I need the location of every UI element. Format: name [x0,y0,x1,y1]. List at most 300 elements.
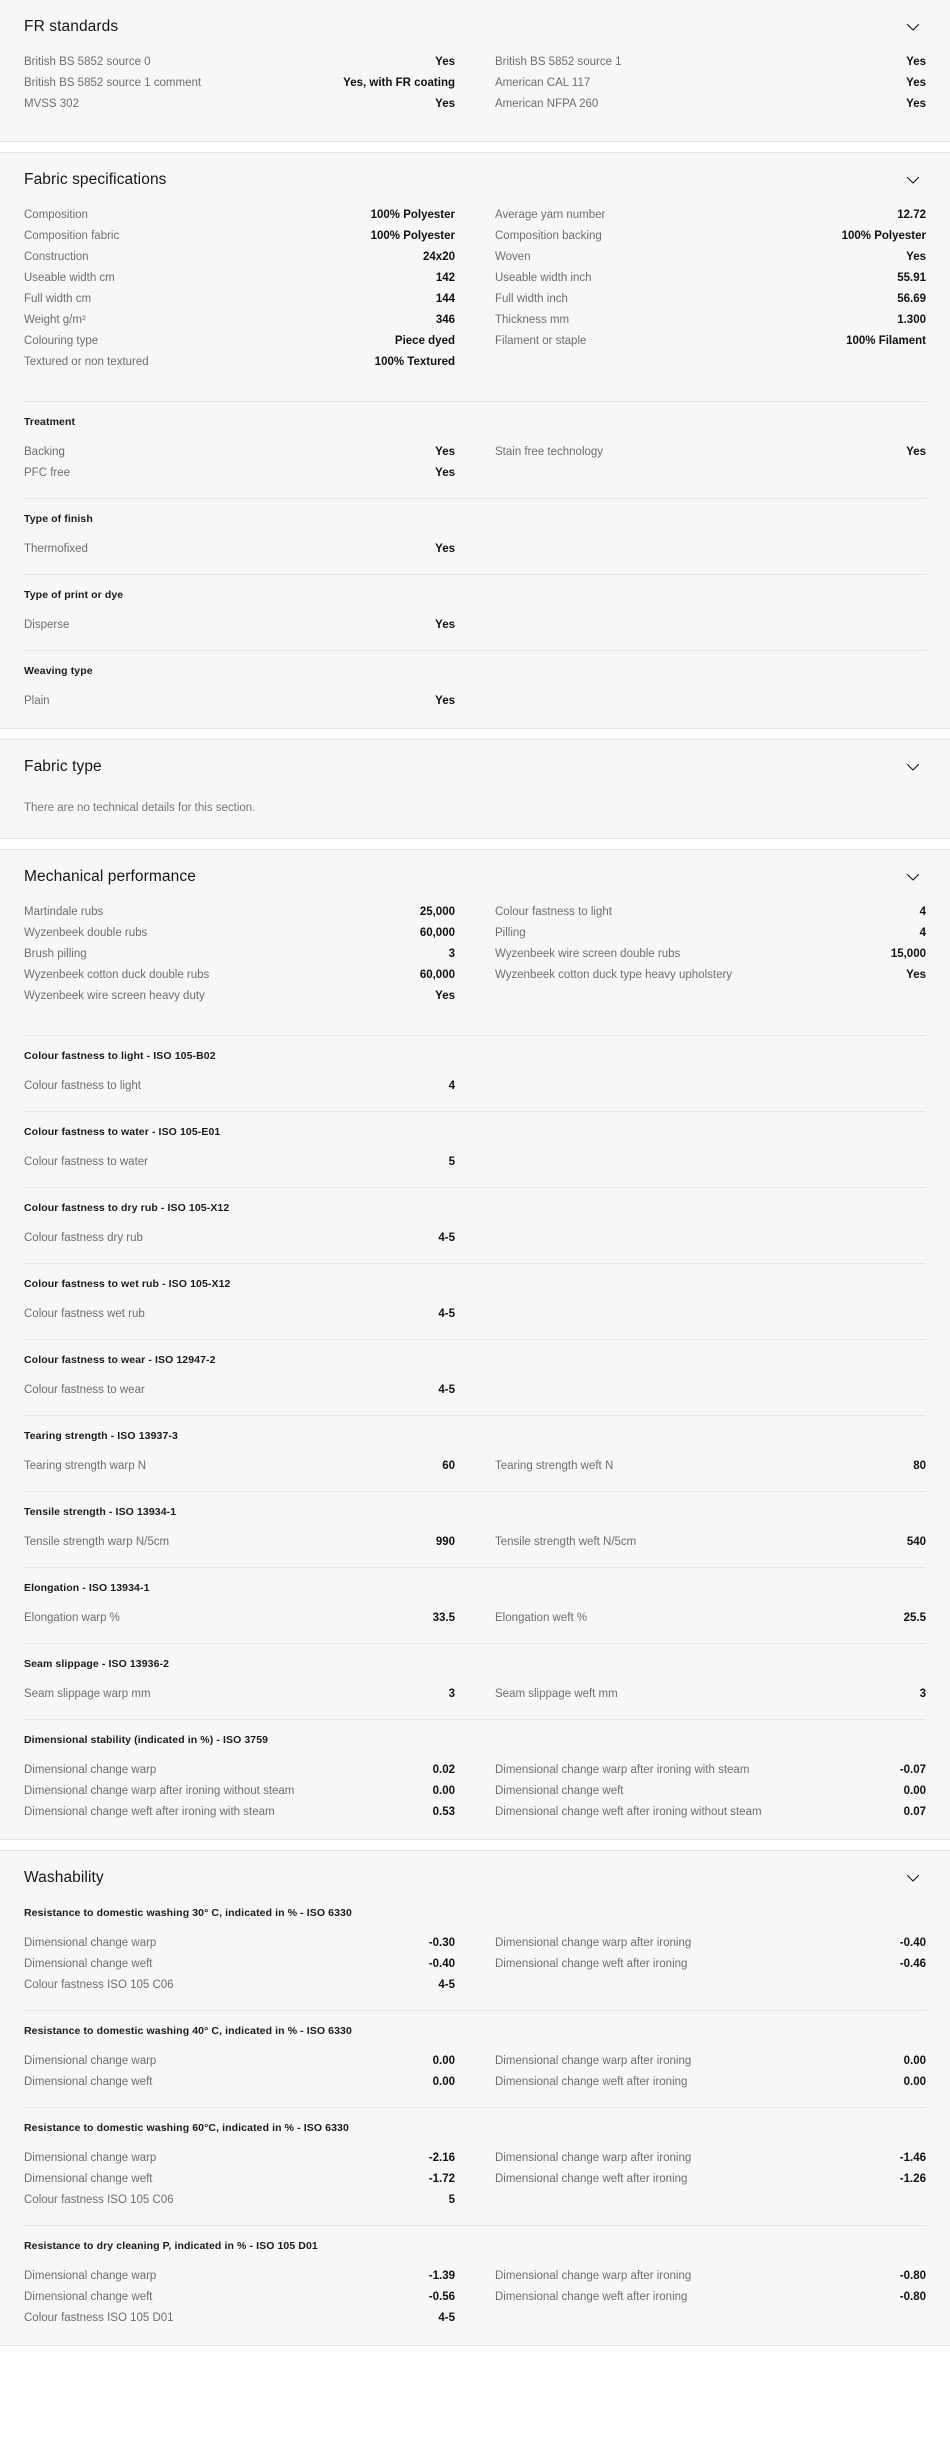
spec-subsection [24,2107,926,2211]
spec-column-left [24,205,455,373]
spec-column-left [24,691,455,712]
section-fabric-specifications [0,152,950,729]
spec-value: -0.56 [428,2291,455,2303]
spec-value: 80 [913,1460,926,1472]
spec-subsection [24,574,926,636]
spec-label: British BS 5852 source 1 [495,56,622,68]
spec-value: 0.00 [903,2076,926,2088]
spec-label: Filament or staple [495,335,587,347]
spec-grid [24,52,926,115]
spec-subsection-title: Tearing strength - ISO 13937-3 [24,1430,178,1442]
spec-label: Seam slippage weft mm [495,1688,618,1700]
spec-column-left [24,442,455,484]
spec-value: 0.00 [903,1785,926,1797]
spec-subsection-title: Treatment [24,416,76,428]
spec-column-left [24,1760,455,1823]
spec-row [495,944,926,965]
spec-column-right [495,1532,926,1553]
spec-label: Tensile strength warp N/5cm [24,1536,170,1548]
spec-value: 3 [919,1688,926,1700]
spec-value: 25,000 [419,906,455,918]
spec-row [24,1954,455,1975]
chevron-down-icon[interactable] [904,1869,922,1887]
spec-value: 0.00 [903,2055,926,2067]
spec-label: Useable width inch [495,272,592,284]
spec-row [24,965,455,986]
spec-row [495,902,926,923]
spec-grid [24,1608,926,1629]
chevron-down-icon[interactable] [904,171,922,189]
section-main-grid [24,205,926,387]
spec-row [24,463,455,484]
section-header-mechanical-performance[interactable] [0,850,950,902]
spec-value: -1.46 [899,2152,926,2164]
spec-subsection-title: Colour fastness to light - ISO 105-B02 [24,1050,216,1062]
section-title: Fabric specifications [24,171,167,188]
spec-label: Colour fastness to water [24,1156,149,1168]
spec-row [24,1152,455,1173]
spec-subsection-rows [24,1152,926,1173]
chevron-down-icon[interactable] [904,868,922,886]
spec-row [495,2051,926,2072]
spec-subsection-rows [24,691,926,712]
spec-label: Dimensional change weft after ironing [495,2173,688,2185]
spec-label: Colour fastness ISO 105 C06 [24,2194,174,2206]
spec-grid [24,539,926,560]
spec-row [24,1975,455,1996]
spec-value: 5 [448,2194,455,2206]
spec-value: 0.00 [432,2076,455,2088]
spec-row [24,1933,455,1954]
spec-row [24,1076,455,1097]
spec-row [24,1304,455,1325]
spec-subsection-rows [24,1380,926,1401]
spec-row [495,1684,926,1705]
spec-label: American CAL 117 [495,77,591,89]
chevron-down-icon[interactable] [904,758,922,776]
spec-row [24,615,455,636]
spec-subsection-title: Resistance to domestic washing 40° C, indicated in % - ISO 6330 [24,2025,352,2037]
spec-value: Yes [435,56,455,68]
spec-grid [24,1456,926,1477]
spec-value: 5 [448,1156,455,1168]
spec-row [495,2072,926,2093]
spec-value: 346 [435,314,455,326]
spec-value: -0.46 [899,1958,926,1970]
spec-label: Dimensional change warp after ironing [495,2270,692,2282]
spec-row [495,923,926,944]
section-fabric-type [0,739,950,839]
spec-row [495,52,926,73]
section-body-mechanical-performance [0,902,950,1839]
spec-column-right [495,1076,926,1097]
spec-value: -1.39 [428,2270,455,2282]
spec-grid [24,2148,926,2211]
spec-column-left [24,1933,455,1996]
spec-value: 0.07 [903,1806,926,1818]
spec-label: Textured or non textured [24,356,149,368]
spec-label: Useable width cm [24,272,115,284]
section-washability [0,1850,950,2346]
spec-value: 4-5 [438,1308,455,1320]
spec-label: American NFPA 260 [495,98,599,110]
spec-label: British BS 5852 source 1 comment [24,77,202,89]
spec-subsection [24,1339,926,1401]
spec-subsection-rows [24,2051,926,2093]
spec-grid [24,2266,926,2329]
spec-column-right [495,442,926,484]
spec-label: Weight g/m² [24,314,86,326]
spec-row [24,1380,455,1401]
spec-row [24,94,455,115]
spec-value: Yes [906,969,926,981]
spec-column-left [24,1684,455,1705]
spec-row [24,331,455,352]
spec-label: Dimensional change weft [24,2291,153,2303]
spec-row [24,944,455,965]
spec-column-left [24,2266,455,2329]
spec-row [495,94,926,115]
spec-row [24,1532,455,1553]
spec-value: 56.69 [897,293,926,305]
spec-row [24,923,455,944]
spec-row [24,226,455,247]
spec-column-left [24,902,455,1007]
spec-value: -0.07 [899,1764,926,1776]
spec-value: 100% Polyester [370,209,455,221]
spec-value: Yes [435,543,455,555]
spec-label: Colour fastness to light [24,1080,141,1092]
spec-row [495,226,926,247]
spec-label: Dimensional change weft after ironing with steam [24,1806,275,1818]
spec-label: Wyzenbeek cotton duck double rubs [24,969,210,981]
spec-grid [24,1380,926,1401]
spec-subsection [24,1111,926,1173]
spec-column-right [495,691,926,712]
spec-value: Yes [906,251,926,263]
spec-column-left [24,1532,455,1553]
spec-column-right [495,1152,926,1173]
spec-value: Yes [906,98,926,110]
spec-column-right [495,615,926,636]
section-body-fabric-specifications [0,205,950,728]
spec-subsection-title: Resistance to domestic washing 30° C, indicated in % - ISO 6330 [24,1907,352,1919]
spec-subsection-rows [24,1608,926,1629]
spec-value: Yes [906,446,926,458]
spec-value: 0.53 [432,1806,455,1818]
spec-row [495,1760,926,1781]
spec-label: Martindale rubs [24,906,104,918]
spec-value: 4-5 [438,1384,455,1396]
spec-value: 25.5 [903,1612,926,1624]
spec-column-right [495,1933,926,1996]
spec-row [24,1228,455,1249]
spec-column-right [495,2266,926,2329]
spec-subsection-rows [24,1304,926,1325]
spec-value: Yes [906,56,926,68]
section-header-fabric-type[interactable] [0,740,950,792]
spec-subsection-title: Type of print or dye [24,589,124,601]
section-main-grid [24,902,926,1021]
spec-subsection-title: Resistance to dry cleaning P, indicated in % - ISO 105 D01 [24,2240,318,2252]
spec-label: MVSS 302 [24,98,79,110]
spec-grid [24,1760,926,1823]
spec-row [24,2190,455,2211]
section-title: Washability [24,1869,104,1886]
spec-grid [24,691,926,712]
spec-value: 3 [448,948,455,960]
spec-column-right [495,539,926,560]
spec-subsection-title: Weaving type [24,665,93,677]
spec-subsection-title: Colour fastness to wet rub - ISO 105-X12 [24,1278,231,1290]
spec-row [24,52,455,73]
spec-subsection [24,1035,926,1097]
section-body-fr-standards [0,52,950,141]
spec-value: 3 [448,1688,455,1700]
spec-label: PFC free [24,467,71,479]
spec-subsection-title: Colour fastness to water - ISO 105-E01 [24,1126,221,1138]
spec-grid [24,1933,926,1996]
spec-value: -1.26 [899,2173,926,2185]
spec-label: Colour fastness to wear [24,1384,145,1396]
spec-label: Dimensional change warp after ironing [495,2055,692,2067]
spec-subsection [24,1415,926,1477]
spec-label: British BS 5852 source 0 [24,56,151,68]
spec-row [24,73,455,94]
spec-label: Dimensional change warp [24,2270,157,2282]
spec-label: Plain [24,695,50,707]
spec-value: 60 [442,1460,455,1472]
spec-grid [24,1152,926,1173]
spec-label: Dimensional change weft [495,1785,624,1797]
spec-row [24,205,455,226]
spec-grid [24,1532,926,1553]
spec-label: Dimensional change warp [24,1937,157,1949]
spec-row [24,442,455,463]
spec-row [495,1954,926,1975]
spec-value: 4-5 [438,1232,455,1244]
spec-label: Stain free technology [495,446,604,458]
section-header-fabric-specifications[interactable] [0,153,950,205]
spec-label: Disperse [24,619,70,631]
spec-subsection-rows [24,1760,926,1823]
spec-subsection [24,2225,926,2329]
spec-label: Colour fastness wet rub [24,1308,145,1320]
spec-column-left [24,1608,455,1629]
spec-subsection-title: Type of finish [24,513,93,525]
spec-subsection [24,1567,926,1629]
spec-subsection-title: Resistance to domestic washing 60°C, indicated in % - ISO 6330 [24,2122,349,2134]
spec-value: 4 [448,1080,455,1092]
spec-label: Dimensional change warp [24,1764,157,1776]
spec-subsection [24,1263,926,1325]
spec-label: Construction [24,251,89,263]
spec-subsection-rows [24,1532,926,1553]
spec-row [495,2266,926,2287]
spec-label: Wyzenbeek wire screen double rubs [495,948,681,960]
spec-label: Pilling [495,927,526,939]
spec-label: Dimensional change weft after ironing [495,2291,688,2303]
spec-value: 540 [906,1536,926,1548]
spec-value: 60,000 [419,969,455,981]
spec-column-left [24,2148,455,2211]
spec-grid [24,205,926,373]
spec-value: 100% Polyester [370,230,455,242]
spec-subsection-title: Colour fastness to dry rub - ISO 105-X12 [24,1202,230,1214]
spec-value: -2.16 [428,2152,455,2164]
spec-label: Dimensional change weft after ironing [495,2076,688,2088]
spec-label: Elongation weft % [495,1612,588,1624]
spec-label: Woven [495,251,531,263]
spec-label: Dimensional change weft after ironing [495,1958,688,1970]
spec-grid [24,1304,926,1325]
spec-label: Wyzenbeek cotton duck type heavy upholstery [495,969,733,981]
section-title: FR standards [24,18,119,35]
spec-subsection [24,1903,926,1996]
spec-label: Elongation warp % [24,1612,120,1624]
spec-column-right [495,902,926,1007]
spec-value: 990 [435,1536,455,1548]
spec-column-right [495,2148,926,2211]
spec-column-right [495,1608,926,1629]
spec-row [495,2169,926,2190]
spec-value: Yes [435,446,455,458]
spec-row [495,1608,926,1629]
spec-subsection [24,650,926,712]
spec-value: 142 [435,272,455,284]
spec-value: 100% Polyester [841,230,926,242]
spec-column-left [24,1304,455,1325]
spec-row [495,965,926,986]
spec-grid [24,1684,926,1705]
spec-label: Full width inch [495,293,568,305]
spec-row [24,352,455,373]
spec-value: 55.91 [897,272,926,284]
spec-subsection-title: Seam slippage - ISO 13936-2 [24,1658,170,1670]
section-header-washability[interactable] [0,1851,950,1903]
spec-label: Full width cm [24,293,92,305]
spec-label: Dimensional change warp after ironing without steam [24,1785,295,1797]
section-body-washability [0,1903,950,2345]
section-header-fr-standards[interactable] [0,0,950,52]
spec-column-right [495,52,926,115]
spec-value: Yes [435,990,455,1002]
spec-label: Composition fabric [24,230,120,242]
spec-row [24,1684,455,1705]
spec-row [495,442,926,463]
spec-value: 4-5 [438,2312,455,2324]
spec-column-left [24,52,455,115]
spec-row [495,331,926,352]
spec-label: Dimensional change warp after ironing with steam [495,1764,750,1776]
spec-value: Yes [906,77,926,89]
spec-column-left [24,1380,455,1401]
spec-label: Tearing strength weft N [495,1460,614,1472]
spec-row [495,1781,926,1802]
spec-value: 100% Textured [374,356,455,368]
spec-row [24,268,455,289]
spec-column-right [495,1456,926,1477]
spec-subsection-rows [24,539,926,560]
spec-label: Composition backing [495,230,602,242]
spec-label: Dimensional change weft [24,1958,153,1970]
spec-label: Backing [24,446,65,458]
spec-value: 12.72 [897,209,926,221]
spec-label: Dimensional change weft after ironing without steam [495,1806,762,1818]
spec-subsection-title: Dimensional stability (indicated in %) - ISO 3759 [24,1734,269,1746]
spec-value: -1.72 [428,2173,455,2185]
spec-subsection [24,1719,926,1823]
spec-label: Seam slippage warp mm [24,1688,151,1700]
spec-grid [24,2051,926,2093]
spec-column-left [24,1228,455,1249]
spec-value: 100% Filament [846,335,926,347]
spec-label: Dimensional change weft [24,2076,153,2088]
spec-label: Wyzenbeek wire screen heavy duty [24,990,205,1002]
spec-row [24,1802,455,1823]
spec-row [24,2148,455,2169]
spec-value: Yes [435,619,455,631]
spec-subsection-rows [24,615,926,636]
spec-value: 4-5 [438,1979,455,1991]
spec-column-right [495,2051,926,2093]
spec-column-left [24,1456,455,1477]
spec-subsection-title: Colour fastness to wear - ISO 12947-2 [24,1354,216,1366]
spec-row [24,902,455,923]
spec-value: 0.00 [432,1785,455,1797]
spec-label: Colour fastness ISO 105 D01 [24,2312,174,2324]
spec-row [495,2287,926,2308]
spec-row [24,247,455,268]
spec-grid [24,615,926,636]
spec-value: -0.80 [899,2291,926,2303]
spec-value: 15,000 [890,948,926,960]
spec-value: 24x20 [423,251,455,263]
spec-column-left [24,2051,455,2093]
spec-row [24,986,455,1007]
spec-label: Dimensional change weft [24,2173,153,2185]
spec-row [495,1802,926,1823]
spec-row [495,73,926,94]
spec-column-right [495,1228,926,1249]
spec-subsection-rows [24,2266,926,2329]
spec-row [24,2072,455,2093]
spec-label: Colour fastness ISO 105 C06 [24,1979,174,1991]
chevron-down-icon[interactable] [904,18,922,36]
spec-value: 0.02 [432,1764,455,1776]
spec-value: Yes [435,695,455,707]
spec-row [24,2308,455,2329]
spec-subsection-rows [24,2148,926,2211]
section-title: Fabric type [24,758,102,775]
spec-label: Colour fastness to light [495,906,612,918]
spec-value: -0.40 [899,1937,926,1949]
section-main-grid [24,52,926,129]
spec-subsection [24,401,926,484]
spec-subsection [24,2010,926,2093]
spec-column-left [24,615,455,636]
spec-label: Brush pilling [24,948,87,960]
spec-label: Colour fastness dry rub [24,1232,143,1244]
spec-column-right [495,205,926,373]
spec-row [24,2051,455,2072]
spec-row [24,539,455,560]
spec-grid [24,902,926,1007]
spec-label: Composition [24,209,88,221]
spec-row [495,289,926,310]
spec-row [24,310,455,331]
spec-row [495,268,926,289]
